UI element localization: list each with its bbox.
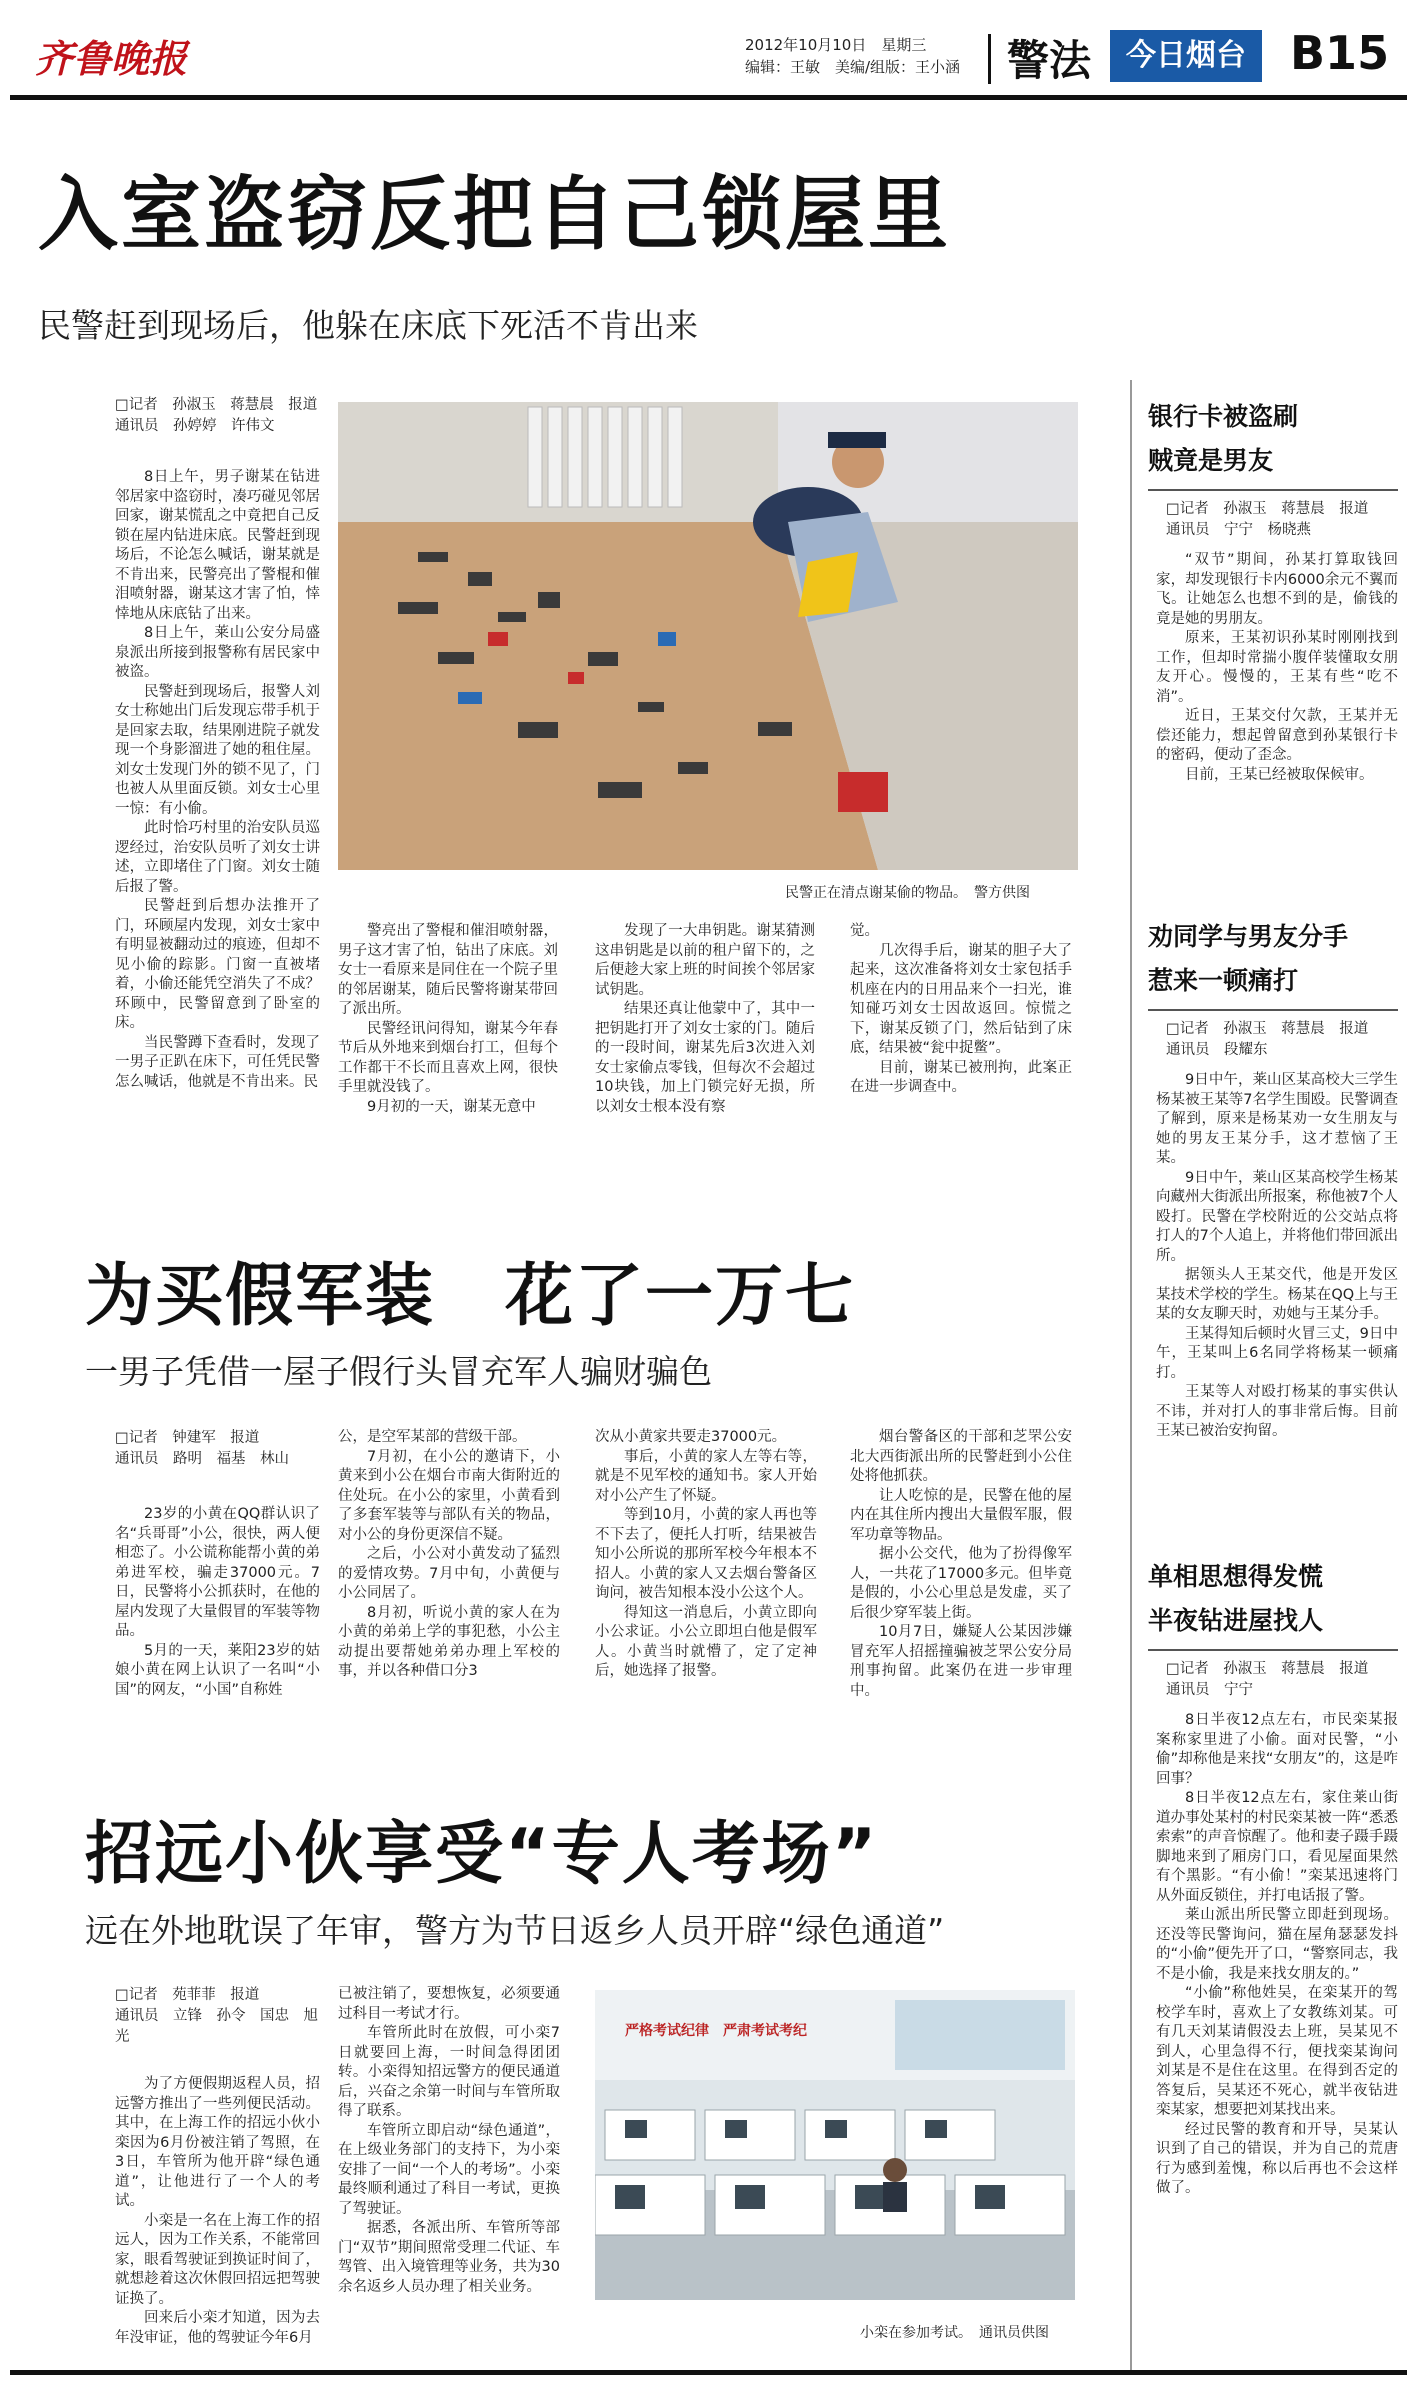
paragraph: 此时恰巧村里的治安队员巡逻经过，治安队员听了刘女士讲述，立即堵住了门窗。刘女士随后报了警。 bbox=[115, 820, 320, 895]
reporter-credit: □记者 孙淑玉 蒋慧晨 报道 bbox=[1166, 1021, 1369, 1037]
article2-headline: 为买假军装 花了一万七 bbox=[85, 1257, 856, 1336]
reporter-credit: □记者 孙淑玉 蒋慧晨 报道 bbox=[115, 397, 318, 413]
article3-headline: 招远小伙享受“专人考场” bbox=[85, 1815, 879, 1894]
article3-subhead: 远在外地耽误了年审，警方为节日返乡人员开辟“绿色通道” bbox=[85, 1911, 945, 1950]
section-name: 警法 bbox=[1007, 36, 1092, 85]
correspondent-credit: 通讯员 宁宁 杨晓燕 bbox=[1166, 522, 1311, 538]
sidebar-body bbox=[1156, 1711, 1398, 2336]
reporter-credit: □记者 孙淑玉 蒋慧晨 报道 bbox=[1166, 501, 1369, 517]
paragraph: 等到10月，小黄的家人再也等不下去了，便托人打听，结果被告知小公所说的那所军校今年根本不招人。小黄的家人又去烟台警备区询问，被告知根本没小公这个人。 bbox=[595, 1507, 817, 1601]
sidebar-headline: 银行卡被盗刷 bbox=[1148, 402, 1299, 431]
paragraph: 9月初的一天，谢某无意中 bbox=[367, 1098, 536, 1115]
paragraph: 8月初，听说小黄的家人在为小黄的弟弟上学的事犯愁，小公主动提出要帮她弟弟办理上军校的事，并以各种借口分3 bbox=[338, 1604, 560, 1679]
sidebar-story-2 bbox=[1148, 915, 1398, 1541]
paragraph: 已被注销了，要想恢复，必须要通过科目一考试才行。 bbox=[338, 1986, 560, 2022]
reporter-credit: □记者 孙淑玉 蒋慧晨 报道 bbox=[1166, 1661, 1369, 1677]
dateline bbox=[745, 34, 960, 78]
footer-rule bbox=[10, 2370, 1407, 2375]
article2-column-1 bbox=[115, 1505, 320, 1730]
sidebar-body bbox=[1156, 1071, 1398, 1541]
paragraph: 发现了一大串钥匙。谢某猜测这串钥匙是以前的租户留下的，之后便趁大家上班的时间挨个邻居家试钥匙。 bbox=[595, 923, 815, 998]
sidebar-divider bbox=[1130, 380, 1132, 2370]
correspondent-credit: 通讯员 路明 福基 林山 bbox=[115, 1451, 289, 1467]
paragraph: 民警经讯问得知，谢某今年春节后从外地来到烟台打工，但每个工作都干不长而且喜欢上网，很快手里就没钱了。 bbox=[338, 1020, 558, 1095]
sidebar-headline: 单相思想得发慌 bbox=[1148, 1562, 1324, 1591]
paragraph: 几次得手后，谢某的胆子大了起来，这次准备将刘女士家包括手机座在内的日用品来个一扫光，谁知碰巧刘女士因故返回。惊慌之下，谢某反锁了门，然后钻到了床底，结果被“瓮中捉鳖”。 bbox=[850, 942, 1072, 1056]
article1-column-4 bbox=[850, 922, 1072, 1147]
page-number: B15 bbox=[1290, 26, 1390, 80]
issue-date: 2012年10月10日 星期三 bbox=[745, 36, 927, 54]
correspondent-credit: 通讯员 孙婷婷 许伟文 bbox=[115, 418, 275, 434]
sidebar-byline bbox=[1166, 1019, 1398, 1061]
paragraph: 当民警蹲下查看时，发现了一男子正趴在床下，可任凭民警怎么喊话，他就是不肯出来。民 bbox=[115, 1034, 320, 1090]
paragraph: 据小公交代，他为了扮得像军人，一共花了17000多元。但毕竟是假的，小公心里总是发虚，买了后很少穿军装上街。 bbox=[850, 1546, 1072, 1621]
sidebar-body bbox=[1156, 551, 1398, 801]
stolen-goods-photo-illustration bbox=[338, 402, 1078, 870]
paragraph: 5月的一天，莱阳23岁的姑娘小黄在网上认识了一名叫“小国”的网友，“小国”自称姓 bbox=[115, 1642, 320, 1698]
paragraph: 为了方便假期返程人员，招远警方推出了一些列便民活动。其中，在上海工作的招远小伙小栾因为6月份被注销了驾照，在3日，车管所为他开辟“绿色通道”，让他进行了一个人的考试。 bbox=[115, 2076, 320, 2209]
paragraph: 之后，小公对小黄发动了猛烈的爱情攻势。7月中旬，小黄便与小公同居了。 bbox=[338, 1546, 560, 1601]
article1-headline: 入室盗窃反把自己锁屋里 bbox=[38, 168, 951, 261]
paragraph: 9日中午，莱山区某高校学生杨某向藏州大街派出所报案，称他被7个人殴打。民警在学校附近的公交站点将打人的7个人追上，并将他们带回派出所。 bbox=[1156, 1169, 1398, 1264]
paragraph: 车管所立即启动“绿色通道”，在上级业务部门的支持下，为小栾安排了一间“一个人的考场”。小栾最终顺利通过了科目一考试，更换了驾驶证。 bbox=[338, 2122, 560, 2217]
article3-column-1 bbox=[115, 2075, 320, 2355]
paragraph: 让人吃惊的是，民警在他的屋内在其住所内搜出大量假军服，假军功章等物品。 bbox=[850, 1487, 1072, 1543]
paragraph: 经过民警的教育和开导，吴某认识到了自己的错误，并为自己的荒唐行为感到羞愧，称以后再也不会这样做了。 bbox=[1156, 2121, 1398, 2196]
editor-credits: 编辑：王敏 美编/组版：王小涵 bbox=[745, 58, 961, 76]
reporter-credit: □记者 苑菲菲 报道 bbox=[115, 1987, 260, 2003]
paragraph: 得知这一消息后，小黄立即向小公求证。小公立即坦白他是假军人。小黄当时就懵了，定了定神后，她选择了报警。 bbox=[595, 1604, 817, 1679]
paragraph: 莱山派出所民警立即赶到现场。还没等民警询问，猫在屋角瑟瑟发抖的“小偷”便先开了口，“警察同志，我不是小偷，我是来找女朋友的。” bbox=[1156, 1907, 1398, 1982]
article1-column-2 bbox=[338, 922, 558, 1147]
sidebar-byline bbox=[1166, 1659, 1398, 1701]
sidebar-rule bbox=[1148, 1009, 1398, 1011]
article1-photo bbox=[338, 402, 1078, 870]
paragraph: 8日半夜12点左右，家住莱山街道办事处某村的村民栾某被一阵“悉悉索索”的声音惊醒了。他和妻子蹑手蹑脚地来到了厢房门口，看见屋面果然有个黑影。“有小偷！”栾某迅速将门从外面反锁住，并打电话报了警。 bbox=[1156, 1790, 1398, 1904]
article3-photo-caption: 小栾在参加考试。 通讯员供图 bbox=[860, 2325, 1049, 2341]
paragraph: 原来，王某初识孙某时刚刚找到工作，但却时常揣小腹佯装懂取女朋友开心。慢慢的，王某有些“吃不消”。 bbox=[1156, 630, 1398, 705]
paragraph: 民警赶到现场后，报警人刘女士称她出门后发现忘带手机于是回家去取，结果刚进院子就发现一个身影溜进了她的租住屋。刘女士发现门外的锁不见了，门也被人从里面反锁。刘女士心里一惊：有小偷。 bbox=[115, 683, 320, 817]
sidebar-rule bbox=[1148, 1649, 1398, 1651]
paragraph: 小栾是一名在上海工作的招远人，因为工作关系，不能常回家，眼看驾驶证到换证时间了，就想趁着这次休假回招远把驾驶证换了。 bbox=[115, 2212, 320, 2307]
sidebar-story-1 bbox=[1148, 395, 1398, 801]
paragraph: 近日，王某交付欠款，王某并无偿还能力，想起曾留意到孙某银行卡的密码，便动了歪念。 bbox=[1156, 708, 1398, 763]
header-divider bbox=[988, 34, 991, 84]
sidebar-headline: 贼竟是男友 bbox=[1148, 446, 1274, 475]
paragraph: 结果还真让他蒙中了，其中一把钥匙打开了刘女士家的门。随后的一段时间，谢某先后3次进入刘女士家偷点零钱，但每次不会超过10块钱，加上门锁完好无损，所以刘女士根本没有察 bbox=[595, 1001, 815, 1115]
paragraph: 觉。 bbox=[850, 923, 879, 939]
paragraph: 警亮出了警棍和催泪喷射器，男子这才害了怕，钻出了床底。刘女士一看原来是同住在一个院子里的邻居谢某，随后民警将谢某带回了派出所。 bbox=[338, 923, 558, 1017]
paragraph: “小偷”称他姓吴，在栾某开的驾校学车时，喜欢上了女教练刘某。可有几天刘某请假没去上班，吴某见不到人，心里急得不行，便找栾某询问刘某是不是住在这里。在得到否定的答复后，吴某还不死心，就半夜钻进栾某家，想要把刘某找出来。 bbox=[1156, 1985, 1398, 2118]
paragraph: 据领头人王某交代，他是开发区某技术学校的学生。杨某在QQ上与王某的女友聊天时，劝她与王某分手。 bbox=[1156, 1267, 1398, 1322]
reporter-credit: □记者 钟建军 报道 bbox=[115, 1430, 260, 1446]
sidebar-headline: 半夜钻进屋找人 bbox=[1148, 1606, 1324, 1635]
article1-subhead: 民警赶到现场后，他躲在床底下死活不肯出来 bbox=[38, 306, 698, 345]
article3-byline bbox=[115, 1985, 320, 2048]
paragraph: 民警赶到后想办法推开了门，环顾屋内发现，刘女士家中有明显被翻动过的痕迹，但却不见小偷的踪影。门窗一直被堵着，小偷还能凭空消失了不成？环顾中，民警留意到了卧室的床。 bbox=[115, 898, 320, 1031]
paragraph: 9日中午，莱山区某高校大三学生杨某被王某等7名学生围殴。民警调查了解到，原来是杨某劝一女生朋友与她的男友王某分手，这才惹恼了王某。 bbox=[1156, 1072, 1398, 1166]
article1-photo-caption: 民警正在清点谢某偷的物品。 警方供图 bbox=[785, 885, 1030, 901]
paragraph: 目前，谢某已被刑拘，此案正在进一步调查中。 bbox=[850, 1059, 1072, 1095]
paragraph: 公，是空军某部的营级干部。 bbox=[338, 1429, 527, 1445]
paragraph: “双节”期间，孙某打算取钱回家，却发现银行卡内6000余元不翼而飞。让她怎么也想不到的是，偷钱的竟是她的男朋友。 bbox=[1156, 552, 1398, 627]
paragraph: 事后，小黄的家人左等右等，就是不见军校的通知书。家人开始对小公产生了怀疑。 bbox=[595, 1448, 817, 1504]
sidebar-rule bbox=[1148, 489, 1398, 491]
paragraph: 据悉，各派出所、车管所等部门“双节”期间照常受理二代证、车驾管、出入境管理等业务，共为30余名返乡人员办理了相关业务。 bbox=[338, 2220, 560, 2295]
paragraph: 8日半夜12点左右，市民栾某报案称家里进了小偷。面对民警，“小偷”却称他是来找“女朋友”的，这是咋回事？ bbox=[1156, 1712, 1398, 1787]
article2-column-4 bbox=[850, 1428, 1072, 1730]
article2-column-3 bbox=[595, 1428, 817, 1730]
paragraph: 王某等人对殴打杨某的事实供认不讳，并对打人的事非常后悔。目前王某已被治安拘留。 bbox=[1156, 1384, 1398, 1439]
paragraph: 10月7日，嫌疑人公某因涉嫌冒充军人招摇撞骗被芝罘公安分局刑事拘留。此案仍在进一步审理中。 bbox=[850, 1624, 1072, 1699]
paragraph: 8日上午，男子谢某在钻进邻居家中盗窃时，凑巧碰见邻居回家，谢某慌乱之中竟把自己反锁在屋内钻进床底。民警赶到现场后，不论怎么喊话，谢某就是不肯出来，民警亮出了警棍和催泪喷射器，谢某这才害了怕，悻悻地从床底钻了出来。 bbox=[115, 469, 320, 622]
exam-room-sign: 严格考试纪律 严肃考试考纪 bbox=[625, 2023, 807, 2039]
article1-column-3 bbox=[595, 922, 815, 1147]
paragraph: 7月初，在小公的邀请下，小黄来到小公在烟台市南大街附近的住处玩。在小公的家里，小黄看到了多套军装等与部队有关的物品，对小公的身份更深信不疑。 bbox=[338, 1448, 560, 1543]
paragraph: 次从小黄家共要走37000元。 bbox=[595, 1429, 787, 1445]
paragraph: 23岁的小黄在QQ群认识了名“兵哥哥”小公，很快，两人便相恋了。小公谎称能帮小黄的弟弟进军校，骗走37000元。7日，民警将小公抓获时，在他的屋内发现了大量假冒的军装等物品。 bbox=[115, 1506, 320, 1639]
article1-column-1 bbox=[115, 468, 320, 1148]
paragraph: 烟台警备区的干部和芝罘公安北大西街派出所的民警赶到小公住处将他抓获。 bbox=[850, 1429, 1072, 1484]
paragraph: 目前，王某已经被取保候审。 bbox=[1185, 766, 1374, 783]
sidebar-byline bbox=[1166, 499, 1398, 541]
sidebar-headline: 惹来一顿痛打 bbox=[1148, 966, 1299, 995]
paragraph: 回来后小栾才知道，因为去年没审证，他的驾驶证今年6月 bbox=[115, 2310, 320, 2346]
paragraph: 王某得知后顿时火冒三丈，9日中午，王某叫上6名同学将杨某一顿痛打。 bbox=[1156, 1325, 1398, 1381]
paragraph: 车管所此时在放假，可小栾7日就要回上海，一时间急得团团转。小栾得知招远警方的便民通道后，兴奋之余第一时间与车管所取得了联系。 bbox=[338, 2025, 560, 2119]
paragraph: 8日上午，莱山公安分局盛泉派出所接到报警称有居民家中被盗。 bbox=[115, 625, 320, 680]
region-badge: 今日烟台 bbox=[1110, 30, 1262, 82]
article1-byline bbox=[115, 395, 320, 437]
correspondent-credit: 通讯员 宁宁 bbox=[1166, 1682, 1253, 1698]
correspondent-credit: 通讯员 立锋 孙令 国忠 旭光 bbox=[115, 2008, 318, 2045]
masthead: 齐鲁晚报 bbox=[35, 36, 188, 81]
correspondent-credit: 通讯员 段耀东 bbox=[1166, 1042, 1268, 1058]
article2-subhead: 一男子凭借一屋子假行头冒充军人骗财骗色 bbox=[85, 1352, 712, 1391]
article2-byline bbox=[115, 1428, 315, 1470]
article3-photo bbox=[595, 1990, 1075, 2300]
article3-column-2 bbox=[338, 1985, 560, 2355]
header-rule bbox=[10, 95, 1407, 100]
sidebar-story-3 bbox=[1148, 1555, 1398, 2336]
article2-column-2 bbox=[338, 1428, 560, 1730]
sidebar-headline: 劝同学与男友分手 bbox=[1148, 922, 1349, 951]
